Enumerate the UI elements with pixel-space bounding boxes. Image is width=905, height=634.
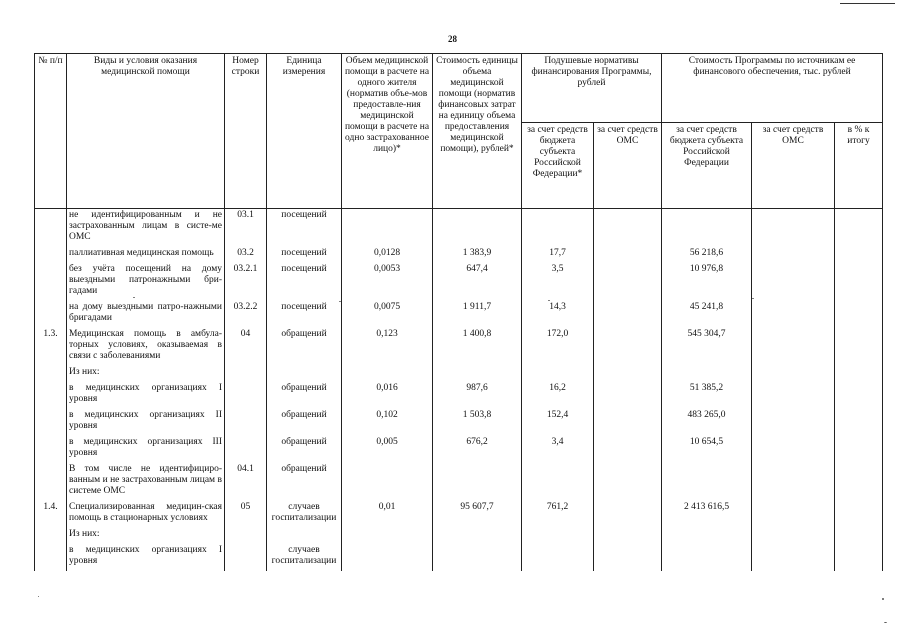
- unit-cost-cell: [433, 528, 522, 544]
- scan-speck: [38, 596, 39, 597]
- program-percent-cell: [835, 263, 883, 301]
- per-capita-budget-cell: 152,4: [522, 409, 594, 436]
- unit-cell: [267, 528, 342, 544]
- volume-cell: 0,123: [342, 328, 433, 366]
- service-name-cell: Специализированная медицин-ская помощь в стационарных условиях: [67, 501, 225, 528]
- service-name-cell: паллиативная медицинская помощь: [67, 247, 225, 263]
- unit-cost-cell: 1 911,7: [433, 301, 522, 328]
- service-name-cell: Из них:: [67, 528, 225, 544]
- volume-cell: [342, 528, 433, 544]
- line-number-cell: [225, 382, 267, 409]
- program-oms-cell: [752, 301, 835, 328]
- program-budget-cell: 10 654,5: [662, 436, 752, 463]
- table-body: [35, 209, 883, 572]
- program-percent-cell: [835, 463, 883, 501]
- program-budget-cell: [662, 528, 752, 544]
- row-number-cell: [35, 366, 67, 382]
- program-budget-cell: 10 976,8: [662, 263, 752, 301]
- unit-cost-cell: [433, 366, 522, 382]
- unit-cost-cell: 647,4: [433, 263, 522, 301]
- unit-cell: случаев госпитализации: [267, 501, 342, 528]
- line-number-cell: [225, 366, 267, 382]
- table-row: [35, 436, 883, 463]
- corner-rule: [840, 3, 895, 4]
- service-name-cell: Из них:: [67, 366, 225, 382]
- row-number-cell: 1.3.: [35, 328, 67, 366]
- table-row: [35, 328, 883, 366]
- row-number-cell: [35, 409, 67, 436]
- row-number-cell: [35, 528, 67, 544]
- program-budget-cell: [662, 463, 752, 501]
- per-capita-budget-cell: [522, 463, 594, 501]
- program-percent-cell: [835, 436, 883, 463]
- service-name-cell: не идентифицированным и не застрахованным лицам в систе-ме ОМС: [67, 209, 225, 248]
- program-percent-cell: [835, 209, 883, 248]
- program-budget-cell: 56 218,6: [662, 247, 752, 263]
- volume-cell: 0,0053: [342, 263, 433, 301]
- scan-speck: [133, 297, 135, 298]
- per-capita-oms-cell: [594, 209, 662, 248]
- unit-cost-cell: 1 400,8: [433, 328, 522, 366]
- per-capita-budget-cell: 16,2: [522, 382, 594, 409]
- program-oms-cell: [752, 528, 835, 544]
- program-oms-cell: [752, 263, 835, 301]
- scan-speck: [882, 598, 884, 600]
- program-percent-cell: [835, 301, 883, 328]
- volume-cell: 0,0075: [342, 301, 433, 328]
- per-capita-oms-cell: [594, 436, 662, 463]
- row-number-cell: [35, 263, 67, 301]
- service-name-cell: в медицинских организациях III уровня: [67, 436, 225, 463]
- line-number-cell: [225, 436, 267, 463]
- program-oms-cell: [752, 328, 835, 366]
- header-program-cost: Стоимость Программы по источникам ее финансового обеспечения, тыс. рублей: [662, 54, 883, 123]
- per-capita-budget-cell: 14,3: [522, 301, 594, 328]
- unit-cost-cell: 1 383,9: [433, 247, 522, 263]
- per-capita-oms-cell: [594, 528, 662, 544]
- unit-cost-cell: [433, 209, 522, 248]
- program-percent-cell: [835, 328, 883, 366]
- header-kind: Виды и условия оказания медицинской помощи: [67, 54, 225, 209]
- program-oms-cell: [752, 544, 835, 571]
- program-oms-cell: [752, 409, 835, 436]
- header-unit-cost: Стоимость единицы объема медицинской помощи (норматив финансовых затрат на единицу объема предоставления медицинской помощи), рублей*: [433, 54, 522, 209]
- per-capita-oms-cell: [594, 544, 662, 571]
- unit-cell: обращений: [267, 328, 342, 366]
- header-volume: Объем медицинской помощи в расчете на одного жителя (норматив объе-мов предоставле-ния медицинской помощи в расчете на одно застрахованное лицо)*: [342, 54, 433, 209]
- program-percent-cell: [835, 409, 883, 436]
- line-number-cell: [225, 409, 267, 436]
- program-percent-cell: [835, 528, 883, 544]
- unit-cell: посещений: [267, 209, 342, 248]
- per-capita-budget-cell: [522, 209, 594, 248]
- line-number-cell: 03.2.2: [225, 301, 267, 328]
- per-capita-oms-cell: [594, 501, 662, 528]
- program-budget-cell: 2 413 616,5: [662, 501, 752, 528]
- header-program-budget: за счет средств бюджета субъекта Российской Федерации: [662, 123, 752, 209]
- line-number-cell: 03.2.1: [225, 263, 267, 301]
- table-row: [35, 209, 883, 248]
- per-capita-oms-cell: [594, 382, 662, 409]
- program-oms-cell: [752, 501, 835, 528]
- volume-cell: 0,102: [342, 409, 433, 436]
- per-capita-budget-cell: 3,5: [522, 263, 594, 301]
- program-budget-cell: 545 304,7: [662, 328, 752, 366]
- volume-cell: 0,005: [342, 436, 433, 463]
- table-row: [35, 247, 883, 263]
- line-number-cell: [225, 544, 267, 571]
- unit-cell: случаев госпитализации: [267, 544, 342, 571]
- volume-cell: 0,016: [342, 382, 433, 409]
- volume-cell: [342, 366, 433, 382]
- per-capita-budget-cell: 17,7: [522, 247, 594, 263]
- volume-cell: 0,0128: [342, 247, 433, 263]
- program-oms-cell: [752, 209, 835, 248]
- header-unit: Единица измерения: [267, 54, 342, 209]
- line-number-cell: 05: [225, 501, 267, 528]
- scan-speck: [339, 301, 341, 302]
- program-budget-cell: [662, 366, 752, 382]
- program-percent-cell: [835, 382, 883, 409]
- scan-speck: [548, 300, 550, 301]
- service-name-cell: в медицинских организациях II уровня: [67, 409, 225, 436]
- unit-cell: посещений: [267, 301, 342, 328]
- table-row: [35, 409, 883, 436]
- per-capita-budget-cell: [522, 366, 594, 382]
- program-budget-cell: 483 265,0: [662, 409, 752, 436]
- service-name-cell: В том числе не идентифициро-ванным и не застрахованным лицам в системе ОМС: [67, 463, 225, 501]
- row-number-cell: [35, 209, 67, 248]
- program-budget-cell: 51 385,2: [662, 382, 752, 409]
- program-budget-cell: [662, 544, 752, 571]
- header-no: № п/п: [35, 54, 67, 209]
- unit-cell: обращений: [267, 463, 342, 501]
- unit-cost-cell: [433, 544, 522, 571]
- unit-cell: обращений: [267, 409, 342, 436]
- line-number-cell: [225, 528, 267, 544]
- per-capita-oms-cell: [594, 247, 662, 263]
- row-number-cell: 1.4.: [35, 501, 67, 528]
- volume-cell: [342, 463, 433, 501]
- table-row: [35, 382, 883, 409]
- header-per-capita-oms: за счет средств ОМС: [594, 123, 662, 209]
- volume-cell: 0,01: [342, 501, 433, 528]
- per-capita-budget-cell: 3,4: [522, 436, 594, 463]
- line-number-cell: 03.1: [225, 209, 267, 248]
- unit-cell: [267, 366, 342, 382]
- scan-speck: [884, 622, 887, 623]
- unit-cell: посещений: [267, 263, 342, 301]
- row-number-cell: [35, 544, 67, 571]
- program-oms-cell: [752, 382, 835, 409]
- per-capita-oms-cell: [594, 301, 662, 328]
- per-capita-oms-cell: [594, 463, 662, 501]
- program-oms-cell: [752, 463, 835, 501]
- unit-cost-cell: 676,2: [433, 436, 522, 463]
- per-capita-budget-cell: [522, 528, 594, 544]
- program-oms-cell: [752, 436, 835, 463]
- per-capita-oms-cell: [594, 409, 662, 436]
- line-number-cell: 03.2: [225, 247, 267, 263]
- program-percent-cell: [835, 501, 883, 528]
- program-budget-cell: [662, 209, 752, 248]
- line-number-cell: 04.1: [225, 463, 267, 501]
- per-capita-oms-cell: [594, 263, 662, 301]
- unit-cell: обращений: [267, 382, 342, 409]
- header-row-number: Номер строки: [225, 54, 267, 209]
- unit-cell: обращений: [267, 436, 342, 463]
- unit-cell: посещений: [267, 247, 342, 263]
- unit-cost-cell: [433, 463, 522, 501]
- header-program-oms: за счет средств ОМС: [752, 123, 835, 209]
- row-number-cell: [35, 247, 67, 263]
- header-per-capita-budget: за счет средств бюджета субъекта Российской Федерации*: [522, 123, 594, 209]
- table-row: [35, 301, 883, 328]
- volume-cell: [342, 544, 433, 571]
- service-name-cell: на дому выездными патро-нажными бригадами: [67, 301, 225, 328]
- service-name-cell: без учёта посещений на дому выездными патронажными бри-гадами: [67, 263, 225, 301]
- scan-speck: [752, 298, 754, 299]
- per-capita-budget-cell: 172,0: [522, 328, 594, 366]
- table-row: [35, 528, 883, 544]
- row-number-cell: [35, 382, 67, 409]
- page-number: 28: [448, 34, 457, 44]
- program-percent-cell: [835, 544, 883, 571]
- table-row: [35, 544, 883, 571]
- table-row: [35, 263, 883, 301]
- program-percent-cell: [835, 247, 883, 263]
- per-capita-oms-cell: [594, 328, 662, 366]
- program-oms-cell: [752, 247, 835, 263]
- table-row: [35, 366, 883, 382]
- unit-cost-cell: 987,6: [433, 382, 522, 409]
- program-percent-cell: [835, 366, 883, 382]
- per-capita-budget-cell: [522, 544, 594, 571]
- volume-cell: [342, 209, 433, 248]
- table-row: [35, 463, 883, 501]
- line-number-cell: 04: [225, 328, 267, 366]
- unit-cost-cell: 1 503,8: [433, 409, 522, 436]
- table-row: [35, 501, 883, 528]
- program-budget-cell: 45 241,8: [662, 301, 752, 328]
- program-oms-cell: [752, 366, 835, 382]
- per-capita-budget-cell: 761,2: [522, 501, 594, 528]
- per-capita-oms-cell: [594, 366, 662, 382]
- service-name-cell: в медицинских организациях I уровня: [67, 382, 225, 409]
- row-number-cell: [35, 436, 67, 463]
- service-name-cell: Медицинская помощь в амбула-торных условиях, оказываемая в связи с заболеваниями: [67, 328, 225, 366]
- header-per-capita: Подушевые нормативы финансирования Программы, рублей: [522, 54, 662, 123]
- header-program-percent: в % к итогу: [835, 123, 883, 209]
- service-name-cell: в медицинских организациях I уровня: [67, 544, 225, 571]
- row-number-cell: [35, 301, 67, 328]
- row-number-cell: [35, 463, 67, 501]
- unit-cost-cell: 95 607,7: [433, 501, 522, 528]
- program-cost-table: [34, 53, 883, 571]
